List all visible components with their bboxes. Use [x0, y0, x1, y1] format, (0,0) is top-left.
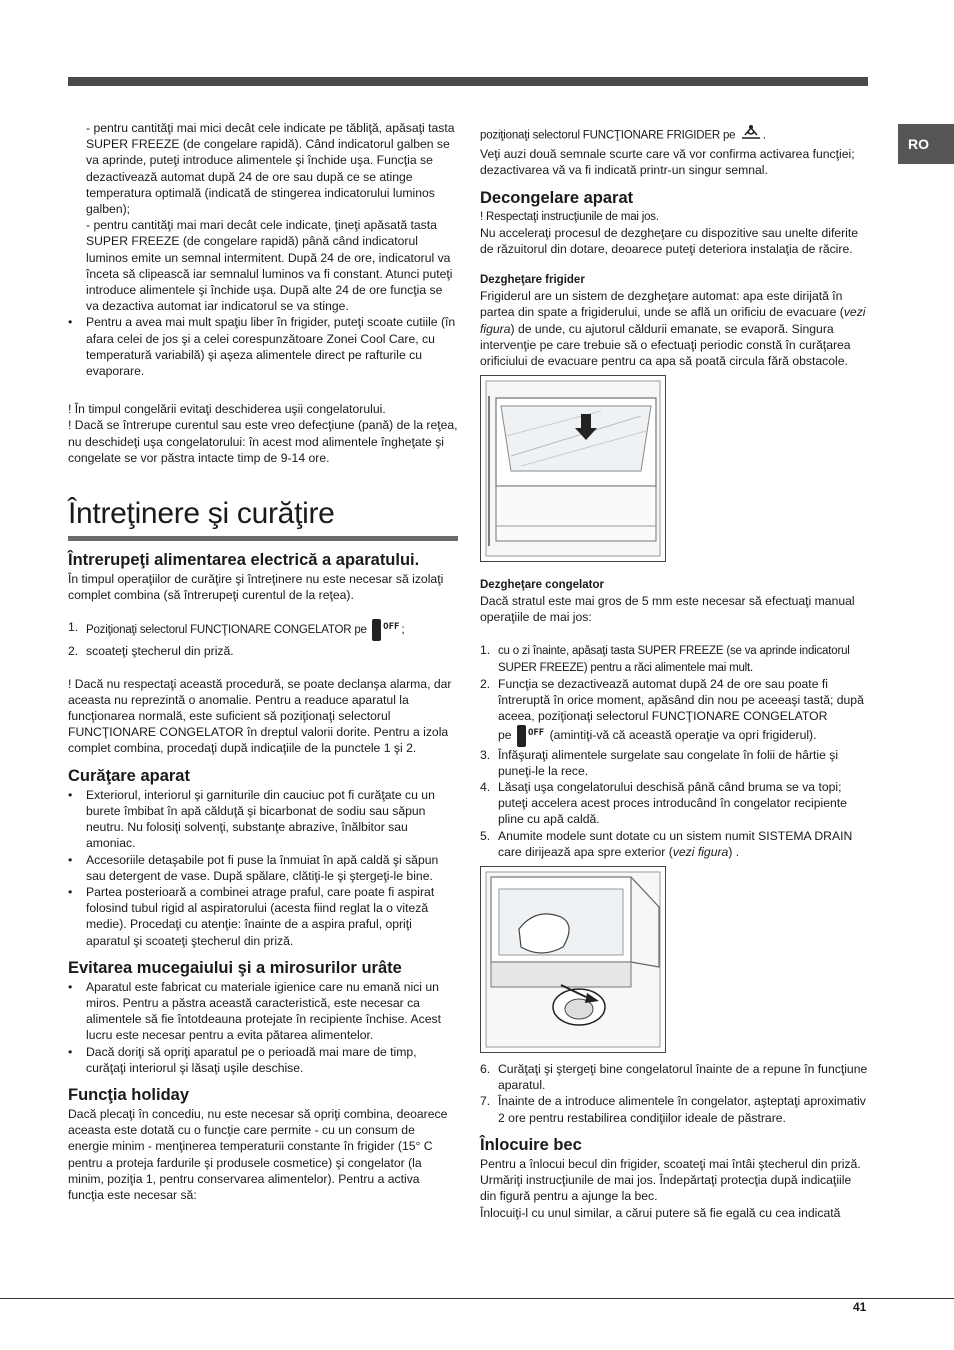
- paragraph: Frigiderul are un sistem de dezgheţare automat: apa este dirijată în partea din spate a frigiderului, unde se află un orificiu de evacuare (vezi figura) de unde, cu ajutorul căldurii emanate, se evaporă. Singura intervenţie pe care trebuie să o efectuaţi periodic constă în curăţarea orificiului de evacuare pentru ca apa să poată circula fără obstacole.: [480, 289, 866, 369]
- list-item: 1. Poziţionaţi selectorul FUNCŢIONARE CONGELATOR pe $^{OFF}$ ;: [68, 619, 458, 641]
- paragraph: Veţi auzi două semnale scurte care vă vor confirma activarea funcţiei; dezactivarea vă va fi indicată printr-un singur semnal.: [480, 147, 855, 178]
- section-title: Întreţinere şi curăţire: [68, 497, 335, 531]
- warning-note: ! Dacă se întrerupe curentul sau este vreo defecţiune (pană) de la reţea, nu deschideţi uşa congelatorului: în acest mod alimentele îngheţate şi congelate se vor păstra intacte timp de 9-14 ore.: [68, 418, 458, 465]
- off-selector-icon: OFF: [372, 619, 399, 641]
- list-item: • Accesoriile detaşabile pot fi puse la înmuiat în apă caldă şi săpun sau detergent de vase. După spălare, clătiţi-le şi ştergeţi-le bine.: [68, 852, 458, 884]
- heading-holiday: Funcţia holiday: [68, 1085, 190, 1104]
- warning-note: ! Respectaţi instrucţiunile de mai jos.: [480, 210, 659, 223]
- holiday-symbol-icon: [739, 124, 763, 146]
- paragraph: poziţionaţi selectorul FUNCŢIONARE FRIGIDER pe .: [480, 124, 868, 146]
- paragraph: În timpul operaţiilor de curăţire şi întreţinere nu este necesar să izolaţi complet combina (să întrerupeţi curentul de la reţea).: [68, 572, 444, 603]
- paragraph: Nu acceleraţi procesul de dezgheţare cu dispozitive sau unelte diferite de răzuitorul din dotare, deoarece puteţi deteriora instalaţia de răcire.: [480, 225, 859, 257]
- bullet-list: [68, 314, 458, 379]
- off-selector-icon: OFF: [517, 725, 544, 747]
- list-item: 3. Înfăşuraţi alimentele surgelate sau congelate în folii de hârtie şi puneţi-le la rece.: [480, 747, 839, 778]
- bullet-list: [68, 787, 458, 949]
- paragraph: Pentru a înlocui becul din frigider, scoateţi mai întâi ştecherul din priză. Urmăriţi instrucţiunile de mai jos. Îndepărtaţi protecţia după indicaţiile din figură pentru a ajunge la bec.: [480, 1156, 861, 1204]
- heading-fridge-defrost: Dezgheţare frigider: [480, 274, 585, 287]
- steps-list: [480, 1061, 868, 1126]
- list-item: 6. Curăţaţi şi ştergeţi bine congelatorul înainte de a repune în funcţiune aparatul.: [480, 1062, 868, 1093]
- left-column: [68, 120, 458, 1203]
- paragraph: Dacă plecaţi în concediu, nu este necesar să opriţi combina, deoarece aceasta este dotată cu o funcţie care permite - cu un consum de energie minim - menţinerea temperaturii constante în frigider (15° C pentru a proteja fardurile şi produsele cosmetice) şi congelator (la minim, poziţia 1, pentru conservarea alimentelor). Pentru a activa funcţia este necesar să:: [68, 1106, 448, 1202]
- paragraph: - pentru cantităţi mai mari decât cele indicate, ţineţi apăsată tasta SUPER FREEZE (de congelare rapidă) până când indicatorul luminos emite un semnal intermitent. După 24 de ore, indicatorul va înceta să clipească iar semnalul luminos va fi constant. Atunci puteţi introduce alimentele şi închide uşa. După alte 24 de ore funcţia se va dezactiva automat iar indicatorul se va stinge.: [86, 218, 453, 314]
- right-column: [480, 124, 868, 1221]
- heading-defrost: Decongelare aparat: [480, 188, 634, 207]
- fridge-drain-figure: [480, 375, 666, 562]
- header-bar: [68, 77, 868, 86]
- section-title-rule: [68, 536, 458, 541]
- heading-power: Întrerupeţi alimentarea electrică a aparatului.: [68, 551, 420, 570]
- list-item: 2. Funcţia se dezactivează automat după 24 de ore sau poate fi întreruptă în orice moment, apăsând din nou pe aceeaşi tastă; după aceea, poziţionaţi selectorul FUNCŢIONARE CONGELATOR pe $^{OFF}$ (amintiţi-vă că această operaţie va opri frigiderul).: [480, 676, 868, 747]
- paragraph: Dacă stratul este mai gros de 5 mm este necesar să efectuaţi manual operaţiile de mai jos:: [480, 594, 855, 625]
- list-item: • Dacă doriţi să opriţi aparatul pe o perioadă mai mare de timp, curăţaţi interiorul şi lăsaţi uşile deschise.: [68, 1044, 458, 1076]
- warning-note: ! Dacă nu respectaţi această procedură, se poate declanşa alarma, dar aceasta nu reprezintă o anomalie. Pentru a readuce aparatul la funcţionarea normală, este suficient să poziţionaţi selectorul FUNCŢIONARE CONGELATOR în dreptul valorii dorite. Pentru a izola complet combina, procedaţi după indicaţiile de la punctele 1 şi 2.: [68, 676, 452, 756]
- steps-list: [68, 619, 458, 659]
- list-item: 4. Lăsaţi uşa congelatorului deschisă până când bruma se va topi; puteţi accelera acest proces introducând în congelator recipiente pline cu apă caldă.: [480, 780, 847, 827]
- list-item: 2. scoateţi ştecherul din priză.: [68, 644, 234, 659]
- list-item: • Exteriorul, interiorul şi garniturile din cauciuc pot fi curăţate cu un burete îmbibat în apă călduţă şi bicarbonat de sodiu sau săpun neutru. Nu folosiţi solvenţi, substanţe abrazive, înălbitor sau amoniac.: [68, 787, 458, 852]
- paragraph: Înlocuiţi-l cu unul similar, a cărui putere să fie egală cu cea indicată: [480, 1205, 841, 1220]
- list-item: • Pentru a avea mai mult spaţiu liber în frigider, puteţi scoate cutiile (în afara celei de jos şi a celei corespunzătoare Zonei Cool Care, cu temperatură variabilă) şi aşeza alimentele direct pe rafturile cu evaporare.: [68, 314, 458, 379]
- heading-mold: Evitarea mucegaiului şi a mirosurilor urâte: [68, 958, 402, 977]
- list-item: 7. Înainte de a introduce alimentele în congelator, aşteptaţi aproximativ 2 ore pentru restabilirea condiţiilor ideale de păstrare.: [480, 1094, 866, 1125]
- list-item: 5. Anumite modele sunt dotate cu un sistem numit SISTEMA DRAIN care dirijează apa spre exterior (vezi figura) .: [480, 828, 853, 859]
- list-item: • Aparatul este fabricat cu materiale igienice care nu emană nici un miros. Pentru a păstra această caracteristică, este necesar ca alimentele să fie întotdeauna protejate în recipiente închise. Acest lucru este necesar pentru a evita pătarea alimentelor.: [68, 979, 458, 1044]
- heading-freezer-defrost: Dezgheţare congelator: [480, 579, 604, 592]
- steps-list: [480, 642, 868, 860]
- language-tab: RO: [898, 124, 954, 164]
- page-number: 41: [853, 1300, 867, 1314]
- bullet-list: [68, 979, 458, 1076]
- list-item: • Partea posterioară a combinei atrage praful, care poate fi aspirat folosind tubul rigid al aspiratorului (acesta fiind reglat la o viteză medie). Procedaţi cu atenţie: înainte de a aspira praful, opriţi aparatul şi scoateţi ştecherul din priză.: [68, 884, 458, 949]
- freezer-drain-figure: [480, 866, 666, 1053]
- heading-bulb: Înlocuire bec: [480, 1135, 582, 1154]
- paragraph: - pentru cantităţi mai mici decât cele indicate pe tăbliţă, apăsaţi tasta SUPER FREEZE (de congelare rapidă). Când indicatorul galben se va aprinde, puteţi introduce alimentele şi închide uşa. Funcţia se dezactivează automat după 24 de ore sau după ce se atinge temperatura optimală (indicată de stingerea indicatorului luminos galben);: [86, 121, 455, 217]
- list-item: 1. cu o zi înainte, apăsaţi tasta SUPER FREEZE (se va aprinde indicatorul SUPER FREEZE) pentru a răci alimentele mai mult.: [480, 642, 850, 674]
- footer-rule: [0, 1298, 954, 1299]
- warning-note: ! În timpul congelării evitaţi deschiderea uşii congelatorului.: [68, 402, 386, 417]
- heading-cleaning: Curăţare aparat: [68, 766, 190, 785]
